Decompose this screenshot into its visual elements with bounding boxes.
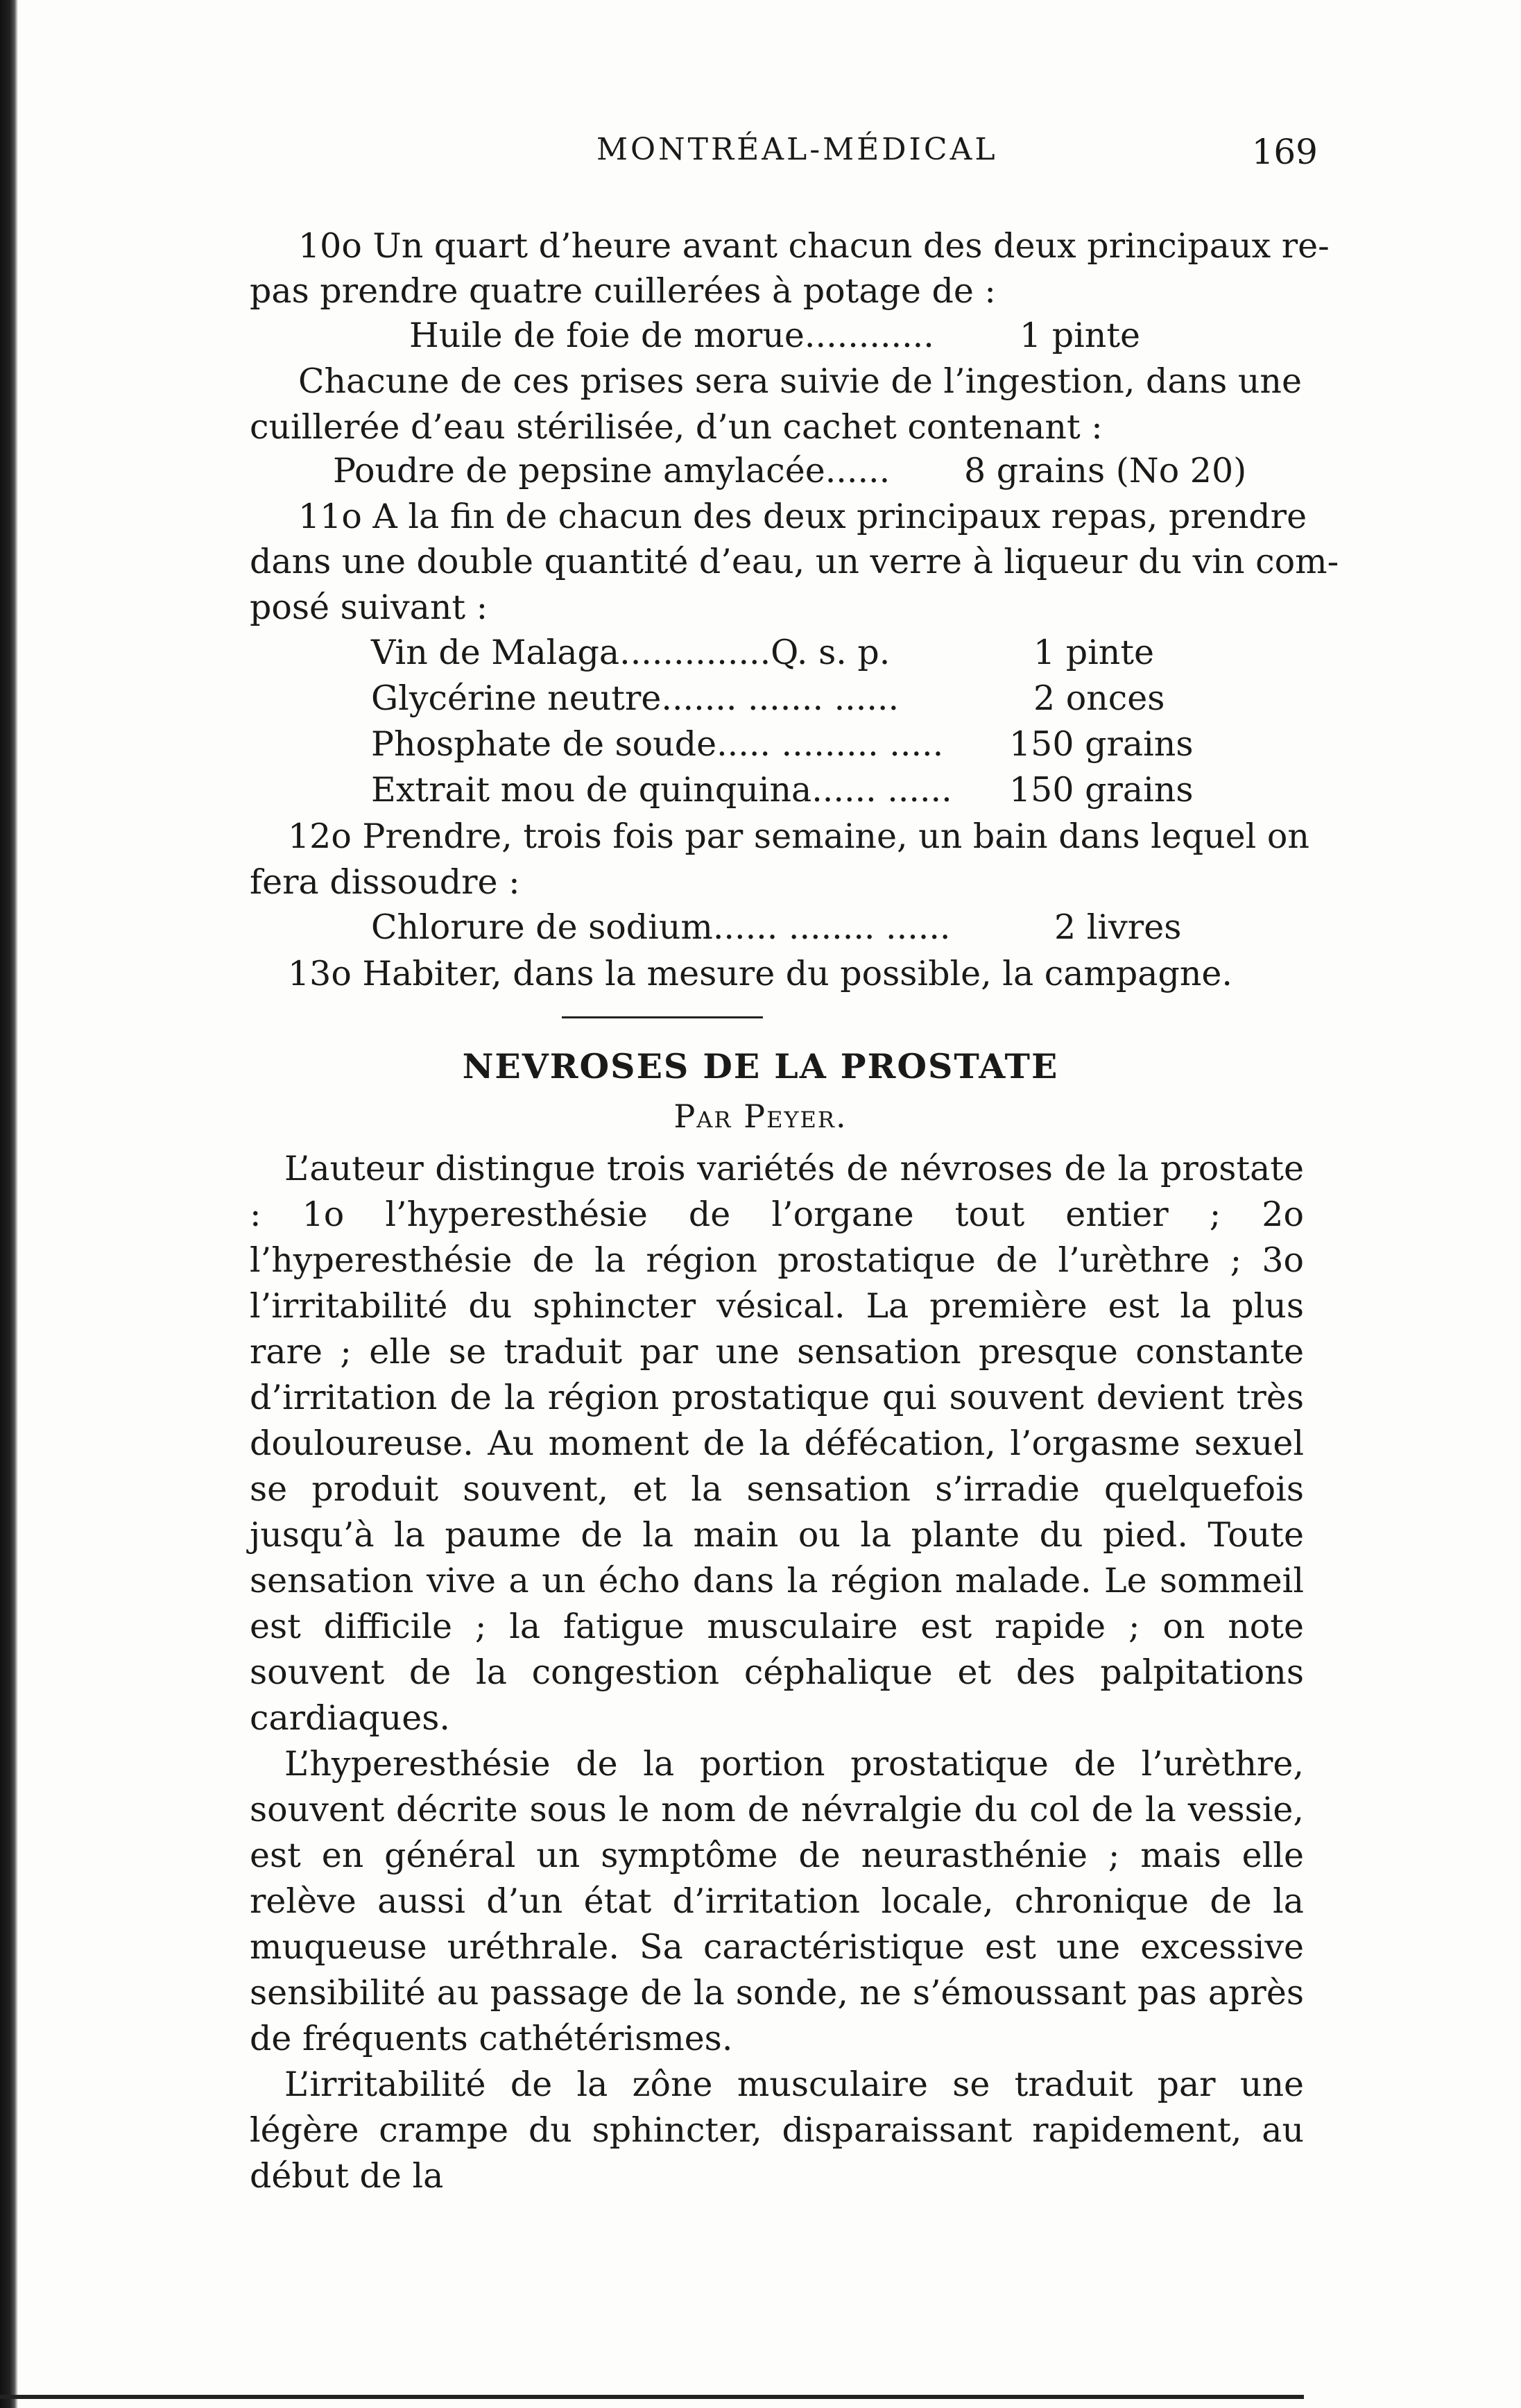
page-gutter-edge xyxy=(0,0,18,2408)
ingredient-quantity: 2 onces xyxy=(1033,678,1165,718)
ingredient-row-oil xyxy=(409,316,1241,357)
article-paragraph-2: L’hyperesthésie de la portion prostatique de l’urèthre, souvent décrite sous le nom de névralgie du col de la vessie, est en général un symptôme de neurasthénie ; mais elle relève aussi d’un état d’irritation locale, chronique de la muqueuse uréthrale. Sa caractéristique est une excessive sensibilité au passage de la sonde, ne s’émoussant pas après de fréquents cathétérismes. xyxy=(250,1744,1304,2058)
page-bottom-edge xyxy=(0,2395,1304,2399)
ingredient-row-wine xyxy=(371,633,1203,674)
each-dose-line-1: Chacune de ces prises sera suivie de l’ingestion, dans une xyxy=(298,361,1302,401)
article-body xyxy=(250,1146,1304,2199)
ingredient-row-glycerin xyxy=(371,678,1203,720)
ingredient-label: Glycérine neutre....... ....... ...... xyxy=(371,678,900,718)
ingredient-quantity: 8 grains (No 20) xyxy=(964,451,1247,490)
item-11-line-3: posé suivant : xyxy=(250,588,488,627)
item-11-line-2: dans une double quantité d’eau, un verre à liqueur du vin com- xyxy=(250,542,1339,581)
ingredient-quantity: 150 grains xyxy=(1009,724,1194,764)
item-12-line-2: fera dissoudre : xyxy=(250,862,520,902)
ingredient-row-sodium-chloride xyxy=(371,907,1203,949)
article-paragraph-3: L’irritabilité de la zône musculaire se traduit par une légère crampe du sphincter, disparaissant rapidement, au début de la xyxy=(250,2065,1304,2196)
ingredient-row-pepsin xyxy=(333,451,1247,493)
article-title: NEVROSES DE LA PROSTATE xyxy=(462,1046,1059,1086)
each-dose-line-2: cuillerée d’eau stérilisée, d’un cachet contenant : xyxy=(250,407,1103,447)
ingredient-label: Huile de foie de morue............ xyxy=(409,316,934,355)
ingredient-quantity: 2 livres xyxy=(1054,907,1182,947)
running-header xyxy=(250,132,1318,180)
page-number: 169 xyxy=(1251,132,1318,172)
item-10-line-2: pas prendre quatre cuillerées à potage de : xyxy=(250,271,996,311)
journal-title: MONTRÉAL-MÉDICAL xyxy=(596,132,998,167)
ingredient-label: Chlorure de sodium...... ........ ...... xyxy=(371,907,951,947)
ingredient-row-cinchona xyxy=(371,770,1203,812)
item-13: 13o Habiter, dans la mesure du possible, la campagne. xyxy=(288,954,1232,993)
ingredient-row-phosphate xyxy=(371,724,1203,766)
ingredient-label: Extrait mou de quinquina...... ...... xyxy=(371,770,952,810)
article-author: Par Peyer. xyxy=(673,1098,848,1135)
ingredient-quantity: 1 pinte xyxy=(1020,316,1141,355)
item-12-line-1: 12o Prendre, trois fois par semaine, un bain dans lequel on xyxy=(288,817,1309,856)
item-10-line-1: 10o Un quart d’heure avant chacun des deux principaux re- xyxy=(298,226,1330,266)
article-paragraph-1: L’auteur distingue trois variétés de névroses de la prostate : 1o l’hyperesthésie de l’organe tout entier ; 2o l’hyperesthésie de la région prostatique de l’urèthre ; 3o l’irritabilité du sphincter vésical. La première est la plus rare ; elle se traduit par une sensation presque constante d’irritation de la région prostatique qui souvent devient très douloureuse. Au moment de la défécation, l’orgasme sexuel se produit souvent, et la sensation s’irradie quelquefois jusqu’à la paume de la main ou la plante du pied. Toute sensation vive a un écho dans la région malade. Le sommeil est difficile ; la fatigue musculaire est rapide ; on note souvent de la congestion céphalique et des palpitations cardiaques. xyxy=(250,1149,1304,1738)
section-divider xyxy=(562,1016,763,1018)
ingredient-label: Vin de Malaga..............Q. s. p. xyxy=(371,633,891,672)
ingredient-label: Phosphate de soude..... ......... ..... xyxy=(371,724,944,764)
ingredient-quantity: 150 grains xyxy=(1009,770,1194,810)
ingredient-label: Poudre de pepsine amylacée...... xyxy=(333,451,891,490)
item-11-line-1: 11o A la fin de chacun des deux principaux repas, prendre xyxy=(298,497,1307,536)
ingredient-quantity: 1 pinte xyxy=(1033,633,1155,672)
